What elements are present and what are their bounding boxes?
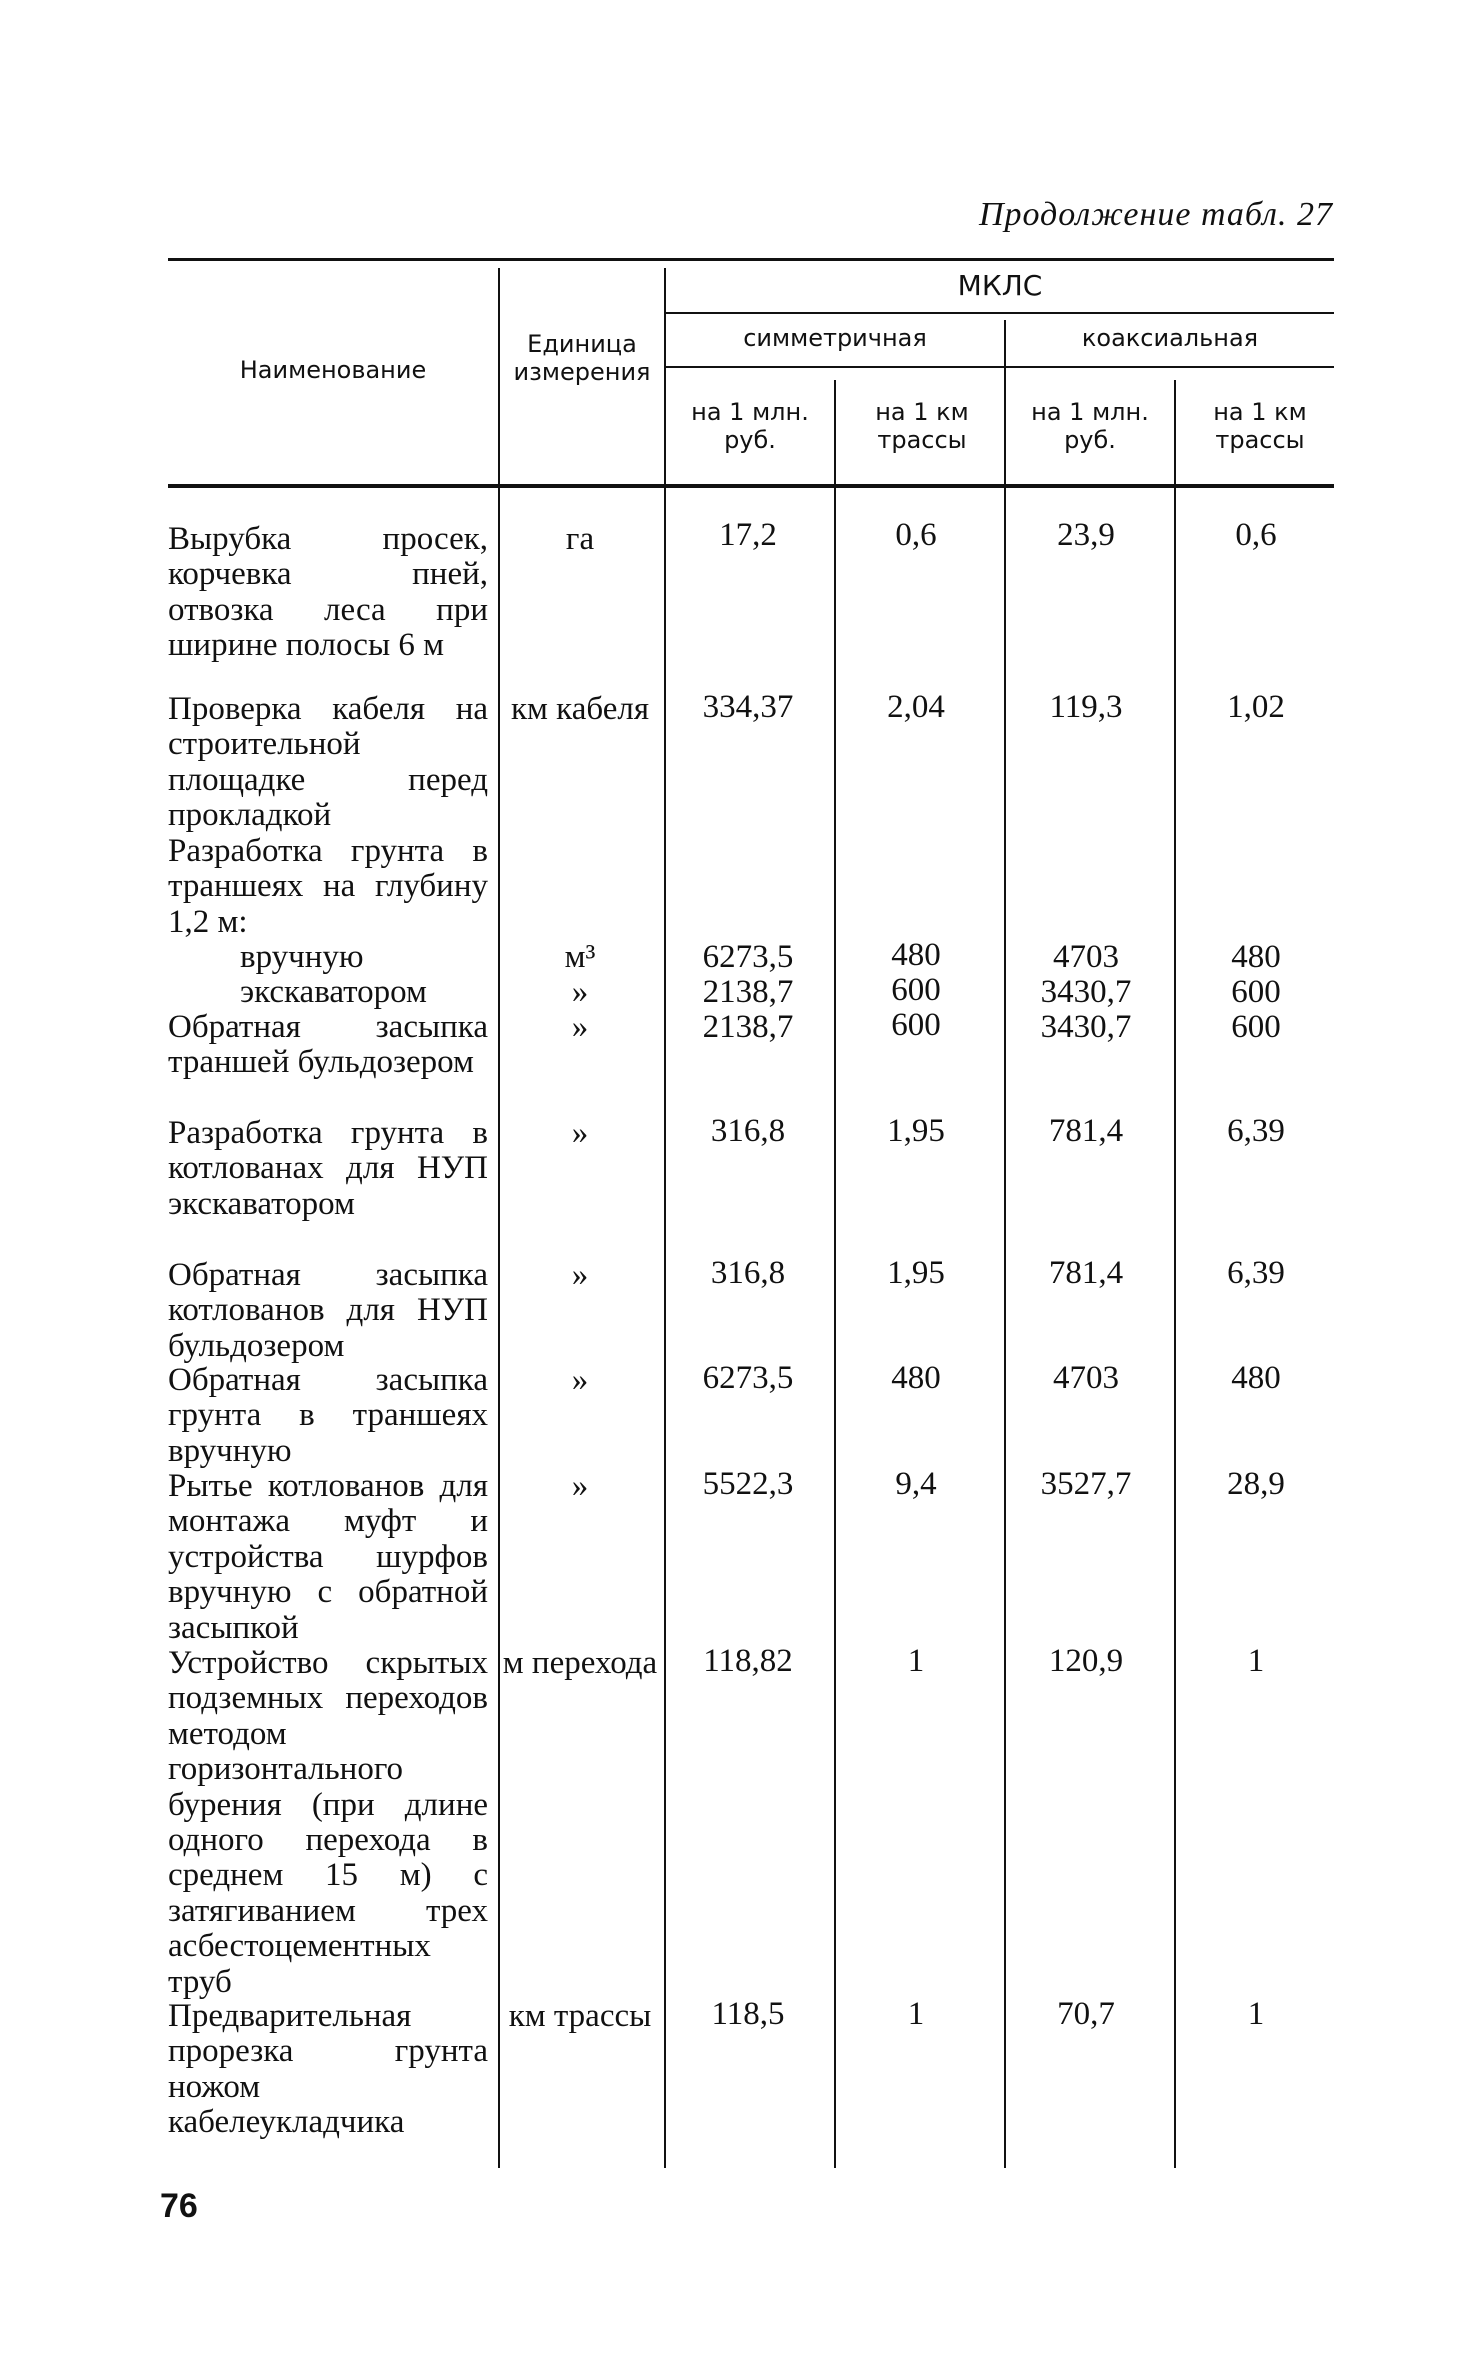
row-value: 5522,3: [702, 1466, 794, 1502]
top-rule: [168, 258, 1334, 261]
row-value: 316,8: [710, 1255, 786, 1291]
header-bottom-rule: [168, 484, 1334, 488]
row-value: 6273,5: [702, 1360, 794, 1396]
row-value: 6,39: [1227, 1255, 1285, 1291]
row-name: Обратная засыпка котлованов для НУП бульдозером: [168, 1257, 488, 1364]
header-per-mln-sym: на 1 млн. руб.: [691, 398, 809, 454]
row-value: 6273,5: [702, 939, 794, 975]
row-value: 6,39: [1227, 1113, 1285, 1149]
row-name: Обратная засыпка грунта в траншеях вручную: [168, 1362, 488, 1469]
row-value: 118,82: [703, 1643, 793, 1679]
row-value: 119,3: [1049, 689, 1123, 725]
row-value: 9,4: [895, 1466, 937, 1502]
row-value: 480: [1231, 939, 1281, 975]
row-name: Вырубка просек, корчевка пней, отвозка леса при ширине полосы 6 м: [168, 521, 488, 664]
row-unit: »: [571, 1468, 589, 1504]
row-value: 3527,7: [1040, 1466, 1132, 1502]
header-coaxial: коаксиальная: [1081, 324, 1259, 352]
row-value: 4703: [1053, 939, 1119, 975]
subgroup-rule: [664, 366, 1334, 368]
row-value: 1: [907, 1643, 925, 1679]
row-unit: »: [571, 1009, 589, 1045]
row-value: 17,2: [719, 517, 777, 553]
row-unit: м перехода: [502, 1645, 658, 1681]
row-unit: км кабеля: [511, 691, 649, 727]
row-value: 1: [907, 1996, 925, 2032]
col-divider-coax: [1174, 380, 1176, 488]
row-value: 23,9: [1057, 517, 1115, 553]
row-value: 3430,7: [1040, 974, 1132, 1010]
group-rule: [664, 312, 1334, 314]
row-value: 0,6: [895, 517, 937, 553]
header-name: Наименование: [239, 356, 427, 384]
row-value: 600: [891, 972, 941, 1008]
row-name: Предварительная прорезка грунта ножом кабелеукладчика: [168, 1998, 488, 2141]
header-per-km-coax: на 1 км трассы: [1213, 398, 1307, 454]
row-name: Проверка кабеля на строительной площадке перед прокладкой: [168, 691, 488, 834]
row-value: 334,37: [702, 689, 794, 725]
row-name: Разработка грунта в траншеях на глубину 1,2 м:: [168, 833, 488, 940]
header-per-mln-coax: на 1 млн. руб.: [1031, 398, 1149, 454]
row-value: 1,95: [887, 1255, 945, 1291]
row-value: 1: [1247, 1996, 1265, 2032]
table-caption: Продолжение табл. 27: [978, 196, 1333, 233]
row-unit: »: [571, 1115, 589, 1151]
row-unit: га: [565, 521, 595, 557]
row-unit: км трассы: [508, 1998, 652, 2034]
row-value: 1: [1247, 1643, 1265, 1679]
row-value: 600: [1231, 974, 1281, 1010]
row-value: 3430,7: [1040, 1009, 1132, 1045]
row-value: 120,9: [1048, 1643, 1124, 1679]
row-value: 480: [891, 937, 941, 973]
row-unit: м³: [564, 939, 596, 975]
row-unit: »: [571, 1362, 589, 1398]
row-value: 0,6: [1235, 517, 1277, 553]
col-divider-sym: [834, 488, 836, 2168]
row-value: 118,5: [711, 1996, 785, 2032]
col-divider-values: [664, 268, 666, 488]
header-unit: Единица измерения: [513, 330, 651, 386]
row-name: экскаватором: [240, 974, 427, 1010]
header-per-km-sym: на 1 км трассы: [875, 398, 969, 454]
row-unit: »: [571, 974, 589, 1010]
row-value: 4703: [1053, 1360, 1119, 1396]
row-name: Разработка грунта в котлованах для НУП экскаватором: [168, 1115, 488, 1222]
row-value: 316,8: [710, 1113, 786, 1149]
row-unit: »: [571, 1257, 589, 1293]
row-name: Устройство скрытых подземных переходов методом горизонтального бурения (при длине одного перехода в среднем 15 м) с затягиванием трех асбестоцементных труб: [168, 1645, 488, 2000]
header-symmetric: симметричная: [743, 324, 927, 352]
row-value: 781,4: [1048, 1113, 1124, 1149]
row-value: 600: [1231, 1009, 1281, 1045]
row-value: 1,02: [1227, 689, 1285, 725]
header-group: МКЛС: [957, 269, 1043, 302]
col-divider-coax: [1174, 488, 1176, 2168]
col-divider-unit: [498, 488, 500, 2168]
col-divider-unit: [498, 268, 500, 488]
row-value: 28,9: [1227, 1466, 1285, 1502]
row-name: вручную: [240, 939, 364, 975]
row-value: 480: [891, 1360, 941, 1396]
col-divider-groups: [1004, 488, 1006, 2168]
page-number: 76: [160, 2187, 198, 2225]
row-value: 600: [891, 1007, 941, 1043]
row-value: 480: [1231, 1360, 1281, 1396]
row-value: 70,7: [1057, 1996, 1115, 2032]
row-value: 2138,7: [702, 974, 794, 1010]
row-value: 781,4: [1048, 1255, 1124, 1291]
row-value: 2,04: [887, 689, 945, 725]
row-name: Рытье котлованов для монтажа муфт и устройства шурфов вручную с обратной засыпкой: [168, 1468, 488, 1646]
col-divider-values: [664, 488, 666, 2168]
row-name: Обратная засыпка траншей бульдозером: [168, 1009, 488, 1081]
col-divider-sym: [834, 380, 836, 488]
row-value: 2138,7: [702, 1009, 794, 1045]
row-value: 1,95: [887, 1113, 945, 1149]
